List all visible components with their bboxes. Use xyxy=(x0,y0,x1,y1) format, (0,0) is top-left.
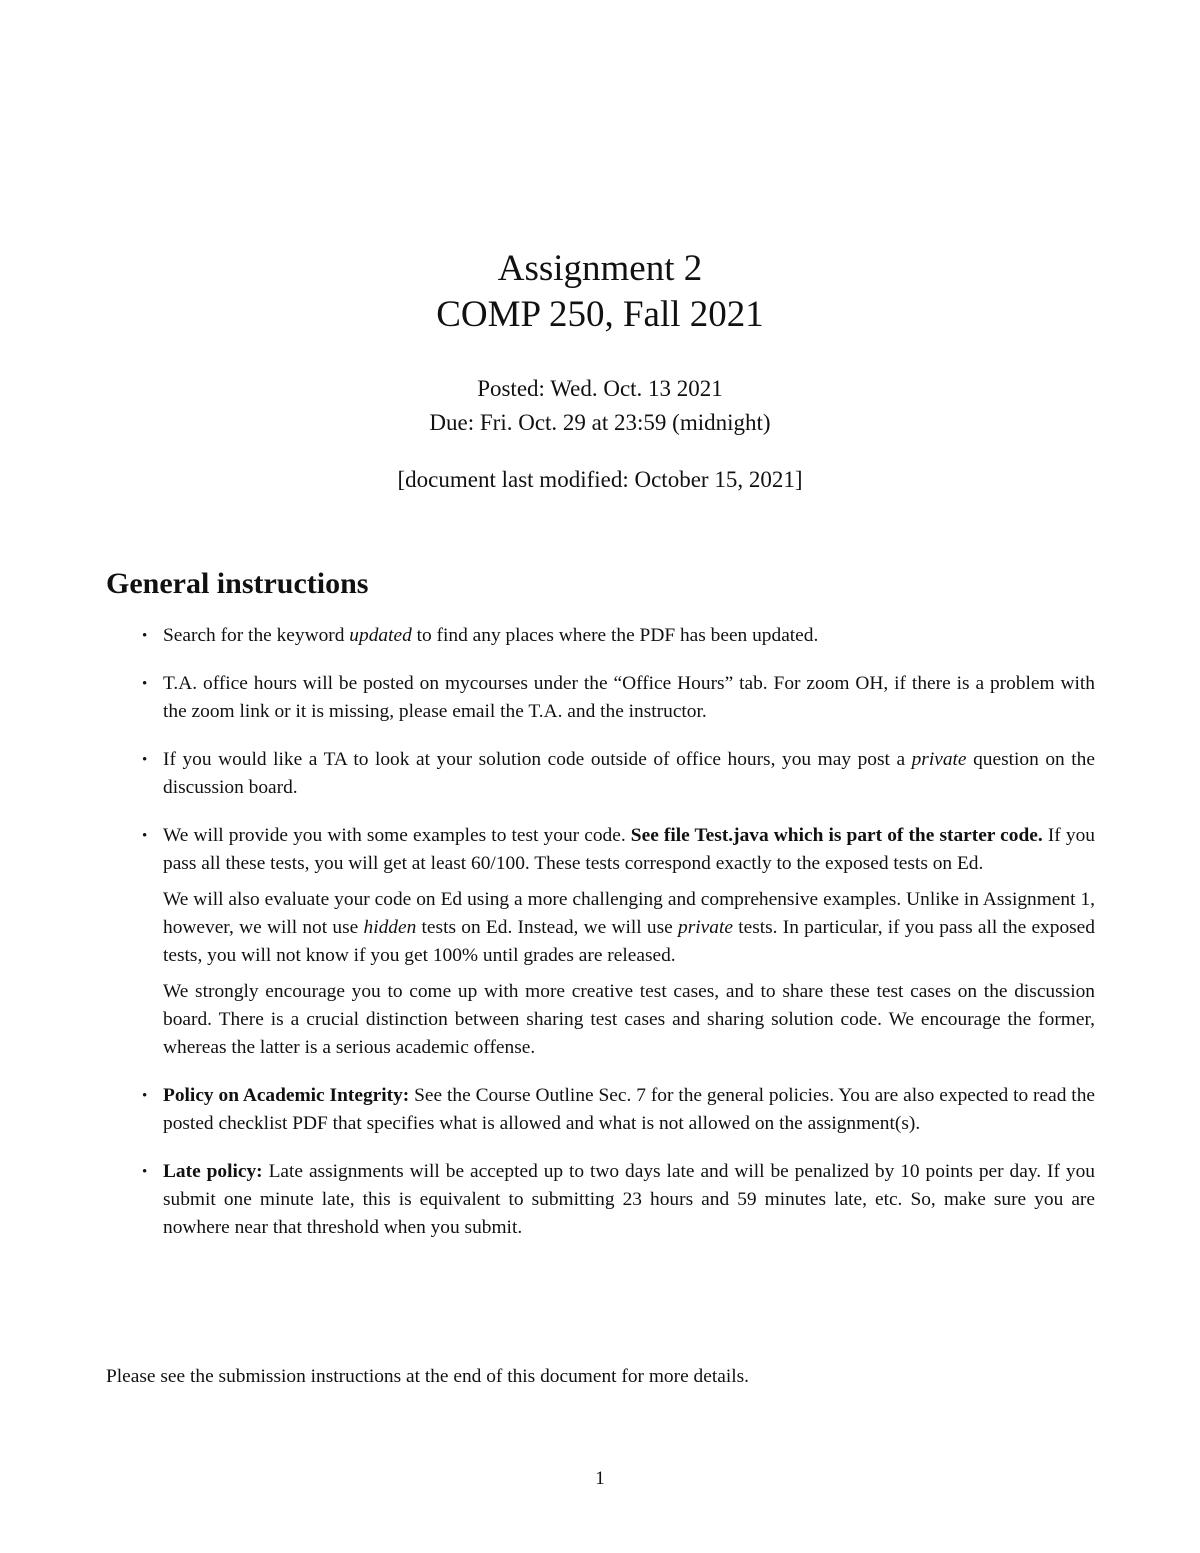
course-title: COMP 250, Fall 2021 xyxy=(436,294,764,335)
page-number: 1 xyxy=(595,1468,605,1489)
dates-block xyxy=(0,372,1200,440)
document-title: Assignment 2 xyxy=(497,248,703,289)
title-block xyxy=(0,246,1200,338)
last-modified: [document last modified: October 15, 2021] xyxy=(397,467,803,492)
list-item: • Policy on Academic Integrity: See the Course Outline Sec. 7 for the general policies. You are also expected to read the posted checklist PDF that specifies what is allowed and what is not allowed on the assignment(s). xyxy=(163,1082,1095,1138)
bullet-icon: • xyxy=(142,752,148,768)
bullet-icon: • xyxy=(142,676,148,692)
bullet-icon: • xyxy=(142,628,148,644)
list-item: • If you would like a TA to look at your solution code outside of office hours, you may post a private question on the discussion board. xyxy=(163,746,1095,802)
instructions-list xyxy=(142,622,1095,1242)
bullet-icon: • xyxy=(142,828,148,844)
due-date: Due: Fri. Oct. 29 at 23:59 (midnight) xyxy=(429,410,771,435)
bullet-icon: • xyxy=(142,1088,148,1104)
list-item: • Late policy: Late assignments will be accepted up to two days late and will be penalized by 10 points per day. If you submit one minute late, this is equivalent to submitting 23 hours and 59 minutes late, etc. So, make sure you are nowhere near that threshold when you submit. xyxy=(163,1158,1095,1242)
bullet-icon: • xyxy=(142,1164,148,1180)
list-item: • T.A. office hours will be posted on mycourses under the “Office Hours” tab. For zoom OH, if there is a problem with the zoom link or it is missing, please email the T.A. and the instructor. xyxy=(163,670,1095,726)
section-heading: General instructions xyxy=(106,567,369,600)
list-item: • We will provide you with some examples to test your code. See file Test.java which is part of the starter code. If you pass all these tests, you will get at least 60/100. These tests correspond exactly to the exposed tests on Ed. We will also evaluate your code on Ed using a more challenging and comprehensive examples. Unlike in Assignment 1, however, we will not use hidden tests on Ed. Instead, we will use private tests. In particular, if you pass all the exposed tests, you will not know if you get 100% until grades are released. We strongly encourage you to come up with more creative test cases, and to share these test cases on the discussion board. There is a crucial distinction between sharing test cases and sharing solution code. We encourage the former, whereas the latter is a serious academic offense. xyxy=(163,822,1095,1062)
list-item: • Search for the keyword updated to find any places where the PDF has been updated. xyxy=(163,622,1095,650)
closing-note: Please see the submission instructions at the end of this document for more details. xyxy=(106,1366,749,1387)
posted-date: Posted: Wed. Oct. 13 2021 xyxy=(477,376,723,401)
